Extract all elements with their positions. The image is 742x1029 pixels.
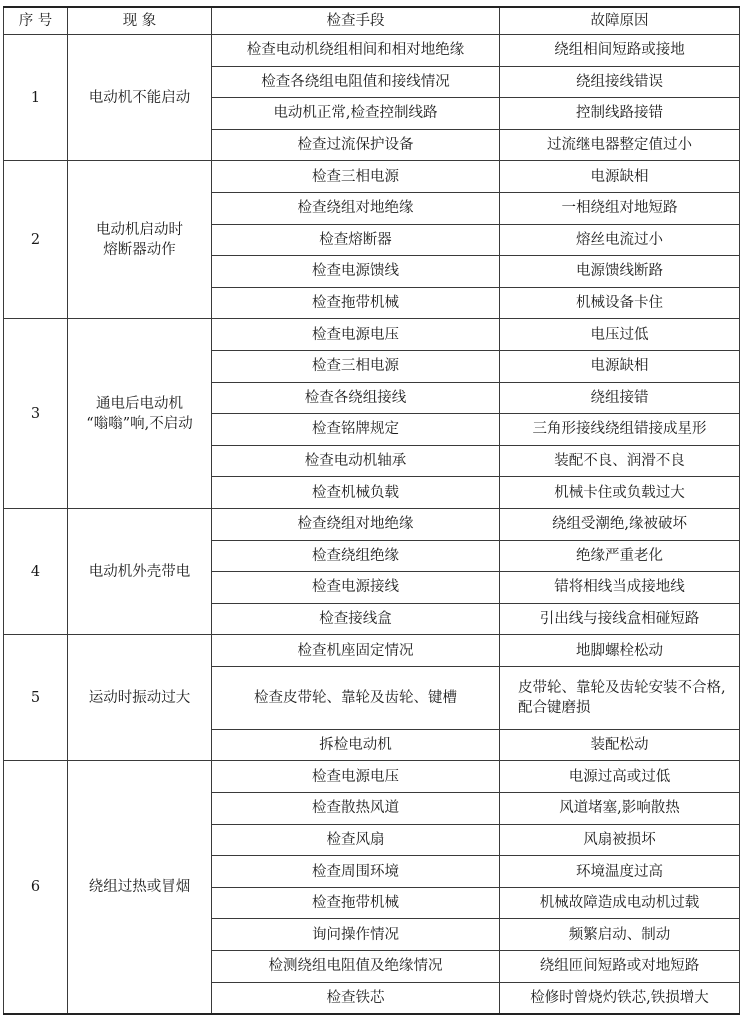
- table-row: [4, 635, 740, 667]
- method-cell: 拆检电动机: [212, 729, 500, 761]
- symptom-line: 运动时振动过大: [88, 689, 191, 706]
- header-row: [4, 7, 740, 35]
- header-method: 检查手段: [212, 7, 500, 35]
- cause-cell: 绕组相间短路或接地: [500, 35, 740, 67]
- method-cell: 检查风扇: [212, 824, 500, 856]
- method-cell: 检查过流保护设备: [212, 129, 500, 161]
- table-row: [4, 319, 740, 351]
- method-cell: 检查电动机绕组相间和相对地绝缘: [212, 35, 500, 67]
- cause-cell: 皮带轮、靠轮及齿轮安装不合格,配合键磨损: [500, 666, 740, 729]
- cause-cell: 机械卡住或负载过大: [500, 477, 740, 509]
- method-cell: 检查绕组绝缘: [212, 540, 500, 572]
- method-cell: 检查熔断器: [212, 224, 500, 256]
- row-index: 1: [4, 35, 68, 161]
- row-index: 3: [4, 319, 68, 509]
- method-cell: 检查三相电源: [212, 161, 500, 193]
- symptom-cell: [68, 508, 212, 634]
- method-cell: 询问操作情况: [212, 919, 500, 951]
- cause-cell: 环境温度过高: [500, 856, 740, 888]
- cause-cell: 机械设备卡住: [500, 287, 740, 319]
- header-symptom: 现 象: [68, 7, 212, 35]
- symptom-cell: [68, 319, 212, 509]
- cause-cell: 绕组接线错误: [500, 66, 740, 98]
- symptom-line: 电动机外壳带电: [88, 563, 191, 580]
- row-index: 5: [4, 635, 68, 761]
- table-row: [4, 508, 740, 540]
- method-cell: 检查机座固定情况: [212, 635, 500, 667]
- method-cell: 检查电源电压: [212, 319, 500, 351]
- table-row: [4, 35, 740, 67]
- method-cell: 检查电源接线: [212, 572, 500, 604]
- method-cell: 检查机械负载: [212, 477, 500, 509]
- table-body: [4, 35, 740, 1014]
- symptom-line: 电动机不能启动: [88, 89, 191, 106]
- method-cell: 检查各绕组接线: [212, 382, 500, 414]
- symptom-line: 电动机启动时: [96, 221, 183, 238]
- symptom-cell: [68, 761, 212, 1014]
- method-cell: 检查拖带机械: [212, 287, 500, 319]
- method-cell: 检查绕组对地绝缘: [212, 192, 500, 224]
- cause-cell: 电源缺相: [500, 350, 740, 382]
- cause-cell: 电源过高或过低: [500, 761, 740, 793]
- cause-cell: 绕组匝间短路或对地短路: [500, 951, 740, 983]
- cause-cell: 熔丝电流过小: [500, 224, 740, 256]
- cause-cell: 频繁启动、制动: [500, 919, 740, 951]
- method-cell: 检测绕组电阻值及绝缘情况: [212, 951, 500, 983]
- symptom-line: 通电后电动机: [96, 395, 183, 412]
- cause-cell: 装配松动: [500, 729, 740, 761]
- symptom-line: 熔断器动作: [103, 241, 176, 258]
- cause-cell: 引出线与接线盒相碰短路: [500, 603, 740, 635]
- method-cell: 检查电源馈线: [212, 256, 500, 288]
- symptom-cell: [68, 35, 212, 161]
- method-cell: 检查周围环境: [212, 856, 500, 888]
- cause-cell: 错将相线当成接地线: [500, 572, 740, 604]
- table-row: [4, 161, 740, 193]
- symptom-cell: [68, 161, 212, 319]
- cause-cell: 绝缘严重老化: [500, 540, 740, 572]
- method-cell: 检查电源电压: [212, 761, 500, 793]
- fault-table-container: [3, 6, 740, 1015]
- table-header: [4, 7, 740, 35]
- row-index: 6: [4, 761, 68, 1014]
- cause-cell: 风道堵塞,影响散热: [500, 793, 740, 825]
- header-cause: 故障原因: [500, 7, 740, 35]
- method-cell: 检查各绕组电阻值和接线情况: [212, 66, 500, 98]
- cause-cell: 检修时曾烧灼铁芯,铁损增大: [500, 982, 740, 1014]
- method-cell: 检查接线盒: [212, 603, 500, 635]
- cause-cell: 电压过低: [500, 319, 740, 351]
- method-cell: 检查铭牌规定: [212, 414, 500, 446]
- cause-cell: 绕组受潮绝,缘被破坏: [500, 508, 740, 540]
- method-cell: 电动机正常,检查控制线路: [212, 98, 500, 130]
- cause-cell: 地脚螺栓松动: [500, 635, 740, 667]
- method-cell: 检查绕组对地绝缘: [212, 508, 500, 540]
- cause-cell: 一相绕组对地短路: [500, 192, 740, 224]
- fault-diagnosis-table: [3, 6, 740, 1015]
- cause-cell: 机械故障造成电动机过载: [500, 887, 740, 919]
- row-index: 4: [4, 508, 68, 634]
- cause-cell: 控制线路接错: [500, 98, 740, 130]
- cause-cell: 风扇被损坏: [500, 824, 740, 856]
- method-cell: 检查拖带机械: [212, 887, 500, 919]
- header-index: 序 号: [4, 7, 68, 35]
- cause-cell: 三角形接线绕组错接成星形: [500, 414, 740, 446]
- row-index: 2: [4, 161, 68, 319]
- method-cell: 检查铁芯: [212, 982, 500, 1014]
- symptom-line: “嗡嗡”响,不启动: [86, 415, 193, 432]
- table-row: [4, 761, 740, 793]
- cause-cell: 电源馈线断路: [500, 256, 740, 288]
- method-cell: 检查电动机轴承: [212, 445, 500, 477]
- cause-cell: 电源缺相: [500, 161, 740, 193]
- cause-cell: 绕组接错: [500, 382, 740, 414]
- method-cell: 检查三相电源: [212, 350, 500, 382]
- method-cell: 检查皮带轮、靠轮及齿轮、键槽: [212, 666, 500, 729]
- symptom-cell: [68, 635, 212, 761]
- cause-cell: 过流继电器整定值过小: [500, 129, 740, 161]
- cause-cell: 装配不良、润滑不良: [500, 445, 740, 477]
- method-cell: 检查散热风道: [212, 793, 500, 825]
- symptom-line: 绕组过热或冒烟: [88, 879, 191, 896]
